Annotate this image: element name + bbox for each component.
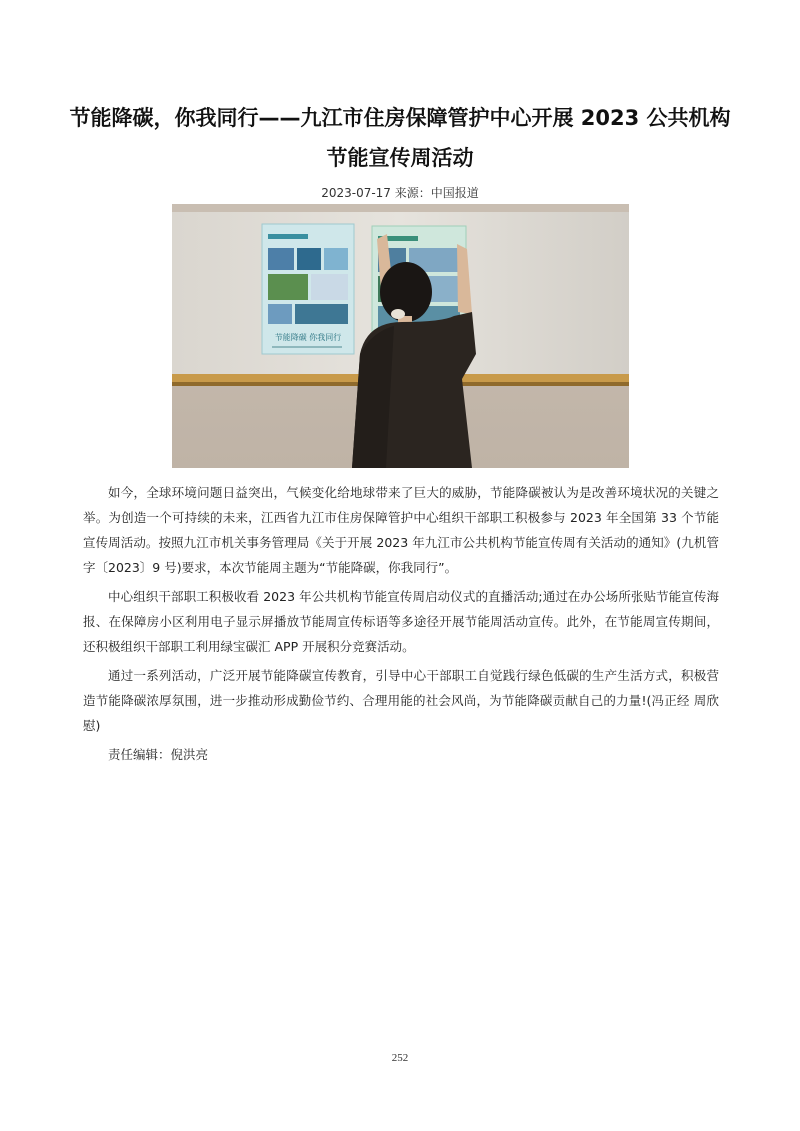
article-editor: 责任编辑：倪洪亮 <box>108 747 209 762</box>
article-source: 来源：中国报道 <box>394 186 479 200</box>
poster-left-slogan: 节能降碳 你我同行 <box>274 333 342 342</box>
article-meta <box>0 184 800 201</box>
page-number: 252 <box>391 1052 409 1064</box>
article-photo <box>172 204 629 468</box>
article-date: 2023-07-17 <box>321 186 391 200</box>
article-paragraph: 通过一系列活动，广泛开展节能降碳宣传教育，引导中心干部职工自觉践行绿色低碳的生产生活方式，积极营造节能降碳浓厚氛围，进一步推动形成勤俭节约、合理用能的社会风尚，为节能降碳贡献自己的力量!(冯正经 周欣慰) <box>83 668 719 733</box>
article-paragraph: 如今，全球环境问题日益突出，气候变化给地球带来了巨大的威胁，节能降碳被认为是改善环境状况的关键之举。为创造一个可持续的未来，江西省九江市住房保障管护中心组织干部职工积极参与 2023 年全国第 33 个节能宣传周活动。按照九江市机关事务管理局《关于开展 2023 年九江市公共机构节能宣传周有关活动的通知》(九机管字〔2023〕9 号)要求，本次节能周主题为“节能降碳，你我同行”。 <box>83 485 719 575</box>
article-body <box>83 480 719 771</box>
article-title: 节能降碳，你我同行——九江市住房保障管护中心开展 2023 公共机构节能宣传周活动 <box>69 106 731 170</box>
article-paragraph: 中心组织干部职工积极收看 2023 年公共机构节能宣传周启动仪式的直播活动;通过在办公场所张贴节能宣传海报、在保障房小区利用电子显示屏播放节能周宣传标语等多途径开展节能周活动宣传。此外，在节能周宣传期间，还积极组织干部职工利用绿宝碳汇 APP 开展积分竞赛活动。 <box>83 589 719 654</box>
photo-illustration <box>172 204 629 468</box>
poster-left <box>262 224 354 354</box>
